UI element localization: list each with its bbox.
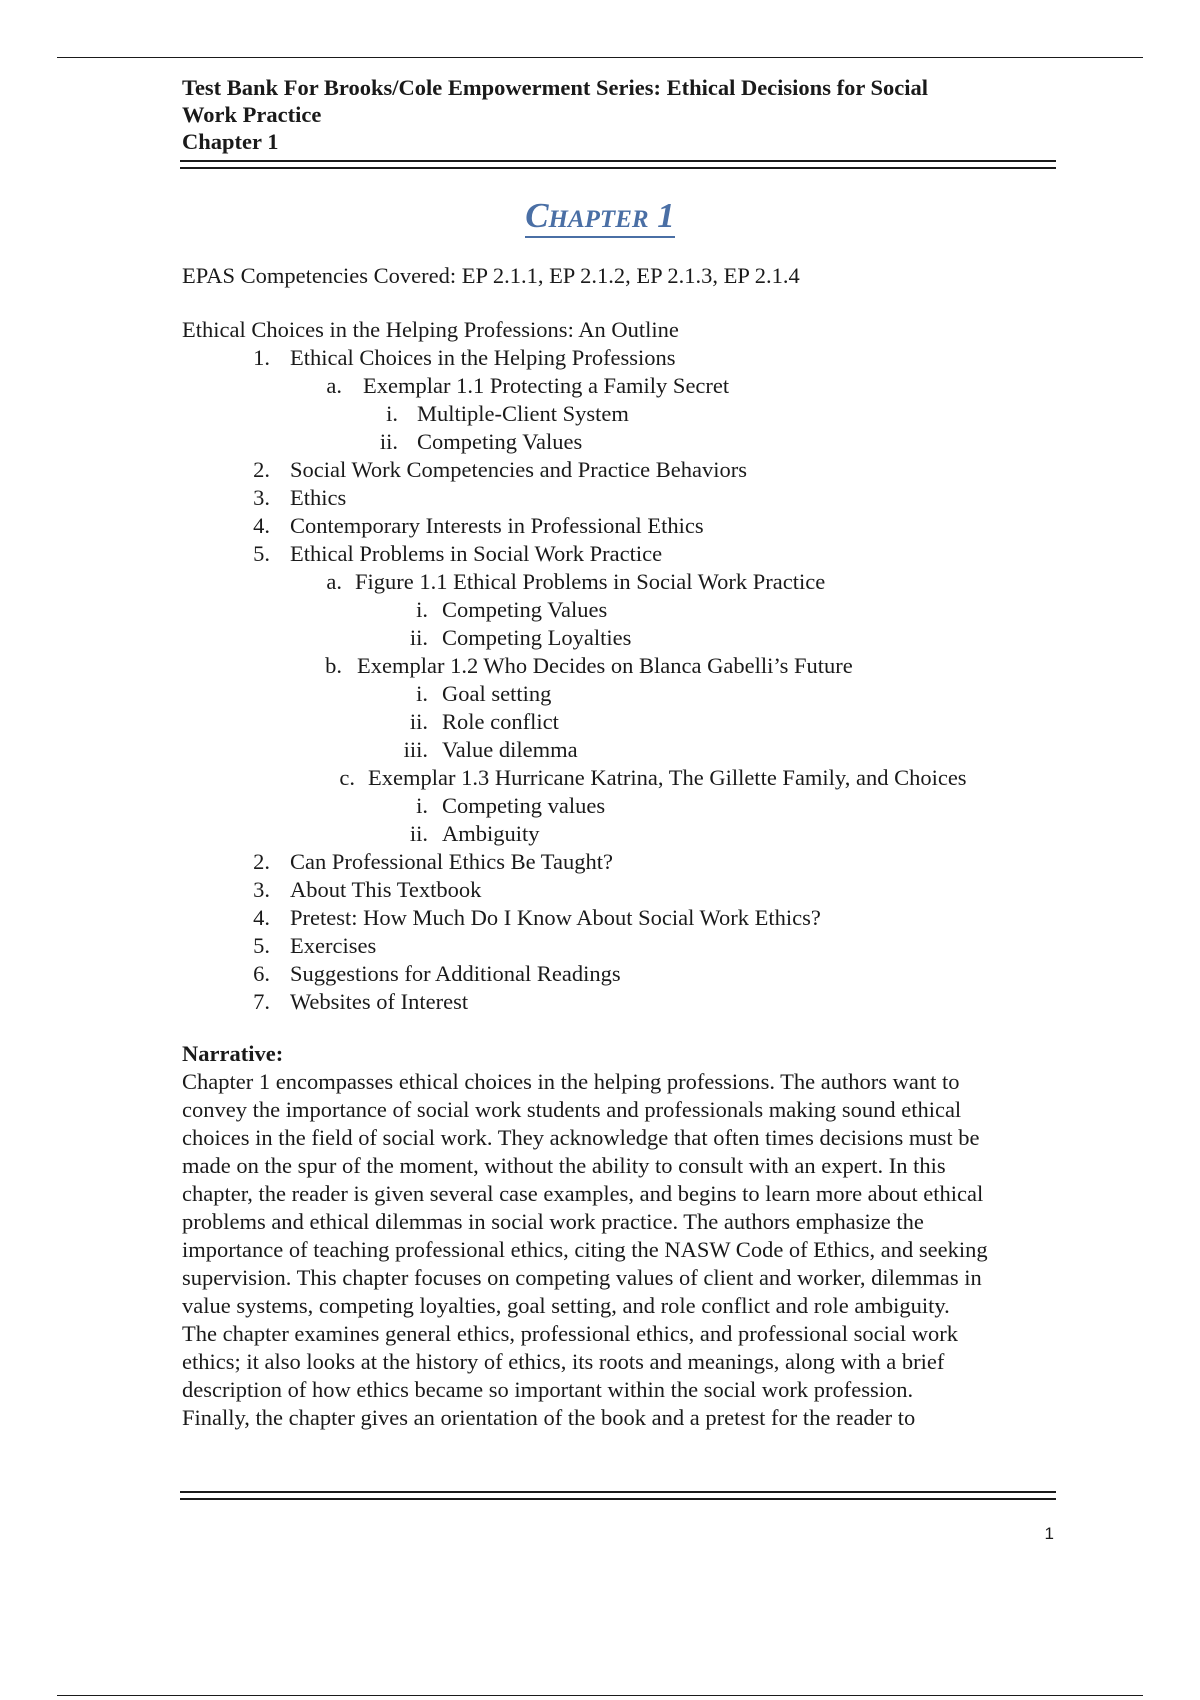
narrative-line: problems and ethical dilemmas in social work practice. The authors emphasize the [182,1209,924,1234]
narrative-paragraph [182,1068,1062,1432]
narrative-line: convey the importance of social work students and professionals making sound ethical [182,1097,962,1122]
page-top-rule [57,57,1143,58]
outline-item [0,708,1200,736]
outline-item-text: Contemporary Interests in Professional Ethics [290,513,704,538]
outline-item-marker: i. [416,793,428,818]
outline-item [0,820,1200,848]
outline-item-marker: 6. [253,961,270,986]
outline-item [0,932,1200,960]
outline-item-text: About This Textbook [290,877,482,902]
page-bottom-rule [57,1695,1143,1696]
outline-item-text: Multiple-Client System [417,401,629,426]
outline-item-text: Ambiguity [442,821,540,846]
outline-item-marker: 7. [253,989,270,1014]
outline-item-marker: 3. [253,877,270,902]
narrative-heading: Narrative: [182,1041,284,1066]
outline-item [0,596,1200,624]
outline-item [0,960,1200,988]
narrative-line: ethics; it also looks at the history of ethics, its roots and meanings, along with a brief [182,1349,945,1374]
outline-item-text: Social Work Competencies and Practice Behaviors [290,457,748,482]
outline-item-text: Suggestions for Additional Readings [290,961,621,986]
outline-item-marker: c. [339,765,355,790]
outline-title: Ethical Choices in the Helping Professions: An Outline [182,317,679,342]
narrative-line: value systems, competing loyalties, goal setting, and role conflict and role ambiguity. [182,1293,950,1318]
outline-item-marker: ii. [409,821,428,846]
outline-item-marker: 2. [253,457,270,482]
outline-item-text: Websites of Interest [290,989,469,1014]
outline-item-text: Ethics [290,485,347,510]
outline-item-marker: 1. [253,345,270,370]
outline-item [0,344,1200,372]
outline-item-marker: i. [386,401,398,426]
outline-item-marker: a. [326,373,342,398]
outline-item-text: Pretest: How Much Do I Know About Social Work Ethics? [290,905,821,930]
outline-item-marker: i. [416,681,428,706]
header-double-rule [180,160,1056,169]
outline-item-marker: a. [326,569,342,594]
document-header [182,74,1062,155]
outline-item [0,568,1200,596]
outline-item [0,484,1200,512]
outline-item [0,904,1200,932]
outline-item-marker: ii. [379,429,398,454]
outline-item-marker: 4. [253,513,270,538]
outline-item [0,652,1200,680]
outline-item [0,540,1200,568]
chapter-heading-text: Chapter 1 [525,196,675,238]
outline-item-text: Ethical Choices in the Helping Professions [290,345,676,370]
outline-item [0,428,1200,456]
outline-item [0,988,1200,1016]
outline-item-marker: ii. [409,625,428,650]
outline-item [0,848,1200,876]
outline-item-marker: 5. [253,541,270,566]
outline-item [0,764,1200,792]
narrative-line: description of how ethics became so important within the social work profession. [182,1377,914,1402]
footer-double-rule [180,1491,1056,1500]
outline-item-marker: b. [325,653,342,678]
outline-item-text: Competing Values [417,429,583,454]
outline-item-text: Can Professional Ethics Be Taught? [290,849,613,874]
outline-item-text: Exemplar 1.3 Hurricane Katrina, The Gillette Family, and Choices [368,765,967,790]
header-title-line-1: Test Bank For Brooks/Cole Empowerment Series: Ethical Decisions for Social [182,75,929,100]
outline-item-text: Goal setting [442,681,552,706]
header-chapter-line: Chapter 1 [182,129,279,154]
outline-item [0,876,1200,904]
narrative-line: choices in the field of social work. They acknowledge that often times decisions must be [182,1125,980,1150]
narrative-line: The chapter examines general ethics, professional ethics, and professional social work [182,1321,958,1346]
outline-item [0,372,1200,400]
outline-item-marker: 2. [253,849,270,874]
outline-item-text: Value dilemma [442,737,578,762]
outline-list [0,344,1200,1016]
outline-item [0,624,1200,652]
outline-item-marker: iii. [403,737,428,762]
page-number: 1 [1044,1524,1054,1543]
outline-item-text: Exemplar 1.1 Protecting a Family Secret [363,373,730,398]
outline-item-text: Figure 1.1 Ethical Problems in Social Work Practice [355,569,826,594]
narrative-line: importance of teaching professional ethics, citing the NASW Code of Ethics, and seeking [182,1237,988,1262]
outline-item-text: Exercises [290,933,377,958]
outline-item-marker: i. [416,597,428,622]
outline-item [0,792,1200,820]
narrative-line: made on the spur of the moment, without the ability to consult with an expert. In this [182,1153,946,1178]
narrative-line: Chapter 1 encompasses ethical choices in the helping professions. The authors want to [182,1069,960,1094]
outline-item [0,736,1200,764]
outline-item-text: Competing Loyalties [442,625,632,650]
outline-item-text: Ethical Problems in Social Work Practice [290,541,663,566]
outline-item-text: Exemplar 1.2 Who Decides on Blanca Gabelli’s Future [357,653,853,678]
outline-item-text: Role conflict [442,709,559,734]
header-title-line-2: Work Practice [182,102,322,127]
outline-item [0,400,1200,428]
outline-item-text: Competing Values [442,597,608,622]
outline-item-marker: 5. [253,933,270,958]
narrative-line: supervision. This chapter focuses on competing values of client and worker, dilemmas in [182,1265,982,1290]
narrative-line: Finally, the chapter gives an orientation of the book and a pretest for the reader to [182,1405,916,1430]
outline-item-marker: 4. [253,905,270,930]
epas-competencies: EPAS Competencies Covered: EP 2.1.1, EP 2.1.2, EP 2.1.3, EP 2.1.4 [182,263,800,288]
outline-item [0,680,1200,708]
outline-item [0,456,1200,484]
outline-item-marker: 3. [253,485,270,510]
chapter-heading [0,196,1200,236]
narrative-line: chapter, the reader is given several case examples, and begins to learn more about ethical [182,1181,984,1206]
outline-item-text: Competing values [442,793,606,818]
outline-item-marker: ii. [409,709,428,734]
outline-item [0,512,1200,540]
